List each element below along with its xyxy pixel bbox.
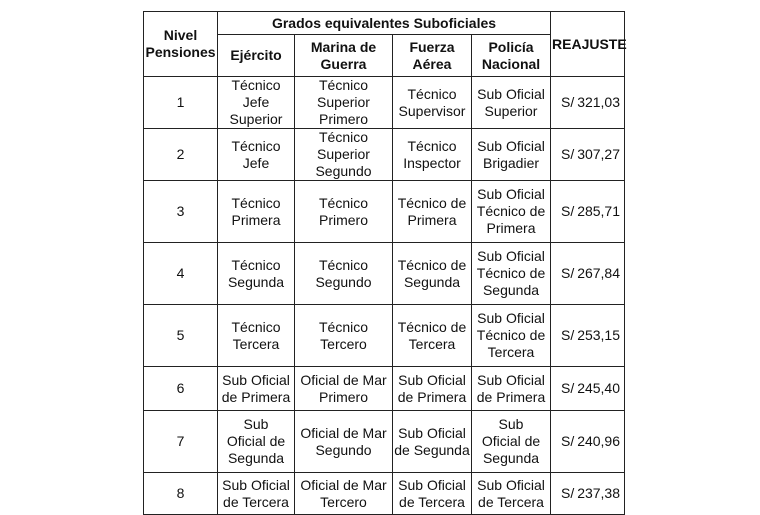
header-grados: Grados equivalentes Suboficiales — [218, 12, 551, 35]
cell-marina: Técnico Segundo — [295, 243, 393, 305]
cell-reajuste — [551, 305, 625, 367]
table-row — [144, 243, 625, 305]
cell-policia: Sub Oficial Técnico de Tercera — [472, 305, 551, 367]
reajuste-value: 237,38 — [577, 485, 621, 501]
cell-marina: Técnico Tercero — [295, 305, 393, 367]
reajuste-value: 245,40 — [577, 380, 621, 396]
cell-reajuste — [551, 77, 625, 129]
cell-nivel: 8 — [144, 473, 218, 515]
header-reajuste: REAJUSTE — [551, 12, 625, 77]
table-row — [144, 77, 625, 129]
header-policia: Policía Nacional — [472, 35, 551, 77]
reajuste-value: 267,84 — [577, 265, 621, 281]
table-row — [144, 305, 625, 367]
cell-fuerza: Sub Oficial de Primera — [393, 367, 472, 411]
cell-ejercito: Técnico Tercera — [218, 305, 295, 367]
reajuste-value: 240,96 — [577, 433, 621, 449]
cell-marina: Técnico Superior Primero — [295, 77, 393, 129]
currency-symbol: S/ — [561, 327, 575, 343]
cell-nivel: 3 — [144, 181, 218, 243]
currency-symbol: S/ — [561, 265, 575, 281]
cell-nivel: 7 — [144, 411, 218, 473]
table-row — [144, 367, 625, 411]
cell-fuerza: Técnico de Segunda — [393, 243, 472, 305]
cell-policia: Sub Oficial Técnico de Segunda — [472, 243, 551, 305]
cell-reajuste — [551, 243, 625, 305]
cell-policia: Sub Oficial de Tercera — [472, 473, 551, 515]
cell-marina: Oficial de Mar Tercero — [295, 473, 393, 515]
cell-reajuste — [551, 367, 625, 411]
cell-fuerza: Técnico Supervisor — [393, 77, 472, 129]
cell-marina: Técnico Superior Segundo — [295, 129, 393, 181]
cell-nivel: 5 — [144, 305, 218, 367]
currency-symbol: S/ — [561, 433, 575, 449]
cell-ejercito: Técnico Jefe — [218, 129, 295, 181]
table-body — [144, 77, 625, 515]
table-row — [144, 181, 625, 243]
cell-ejercito: Técnico Jefe Superior — [218, 77, 295, 129]
cell-ejercito: Sub Oficial de Tercera — [218, 473, 295, 515]
cell-ejercito: Sub Oficial de Primera — [218, 367, 295, 411]
cell-ejercito: Sub Oficial de Segunda — [218, 411, 295, 473]
header-fuerza: Fuerza Aérea — [393, 35, 472, 77]
cell-nivel: 1 — [144, 77, 218, 129]
reajuste-value: 253,15 — [577, 327, 621, 343]
currency-symbol: S/ — [561, 203, 575, 219]
cell-reajuste — [551, 473, 625, 515]
cell-ejercito: Técnico Primera — [218, 181, 295, 243]
cell-nivel: 2 — [144, 129, 218, 181]
header-marina: Marina de Guerra — [295, 35, 393, 77]
table-row — [144, 129, 625, 181]
cell-ejercito: Técnico Segunda — [218, 243, 295, 305]
cell-marina: Técnico Primero — [295, 181, 393, 243]
table-row — [144, 473, 625, 515]
cell-fuerza: Técnico Inspector — [393, 129, 472, 181]
currency-symbol: S/ — [561, 94, 575, 110]
cell-marina: Oficial de Mar Primero — [295, 367, 393, 411]
cell-fuerza: Técnico de Primera — [393, 181, 472, 243]
cell-nivel: 4 — [144, 243, 218, 305]
table-row — [144, 411, 625, 473]
cell-policia: Sub Oficial de Primera — [472, 367, 551, 411]
currency-symbol: S/ — [561, 380, 575, 396]
header-nivel: Nivel Pensiones — [144, 12, 218, 77]
cell-fuerza: Técnico de Tercera — [393, 305, 472, 367]
pension-table — [143, 11, 625, 515]
cell-nivel: 6 — [144, 367, 218, 411]
reajuste-value: 307,27 — [577, 146, 621, 162]
cell-policia: Sub Oficial Técnico de Primera — [472, 181, 551, 243]
cell-reajuste — [551, 129, 625, 181]
cell-fuerza: Sub Oficial de Tercera — [393, 473, 472, 515]
cell-policia: Sub Oficial Superior — [472, 77, 551, 129]
cell-policia: Sub Oficial Brigadier — [472, 129, 551, 181]
currency-symbol: S/ — [561, 485, 575, 501]
cell-fuerza: Sub Oficial de Segunda — [393, 411, 472, 473]
cell-reajuste — [551, 411, 625, 473]
reajuste-value: 321,03 — [577, 94, 621, 110]
currency-symbol: S/ — [561, 146, 575, 162]
cell-marina: Oficial de Mar Segundo — [295, 411, 393, 473]
cell-reajuste — [551, 181, 625, 243]
cell-policia: Sub Oficial de Segunda — [472, 411, 551, 473]
reajuste-value: 285,71 — [577, 203, 621, 219]
header-ejercito: Ejército — [218, 35, 295, 77]
